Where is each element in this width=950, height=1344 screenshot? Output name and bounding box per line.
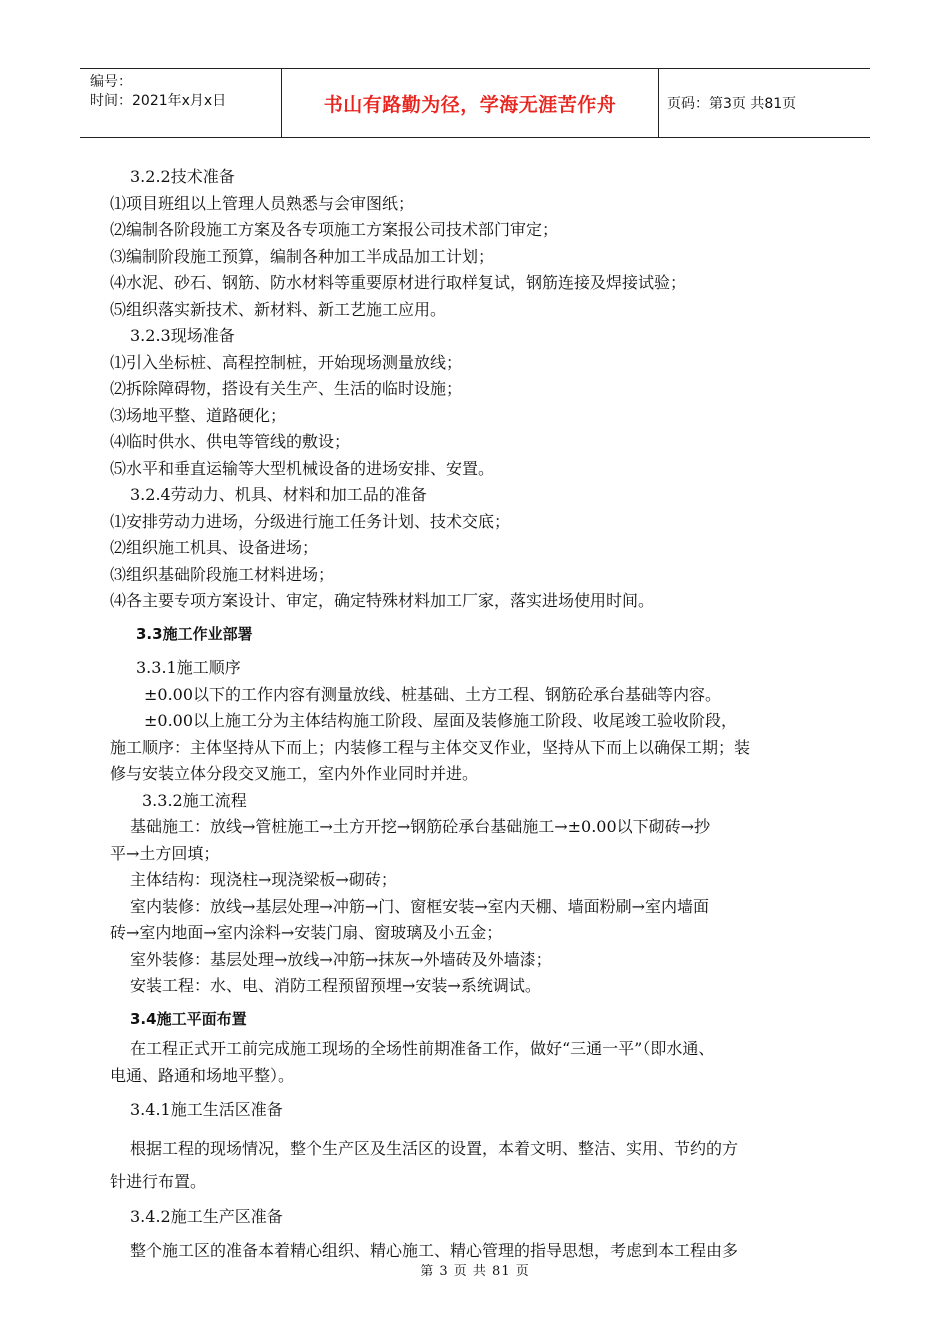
section-heading: 3.3.2施工流程: [142, 790, 247, 810]
page-header: [80, 68, 870, 138]
header-info-cell: [80, 69, 282, 137]
section-heading: 3.2.3现场准备: [130, 326, 235, 345]
list-item: ⑷各主要专项方案设计、审定，确定特殊材料加工厂家，落实进场使用时间。: [110, 591, 655, 610]
list-item: ⑴项目班组以上管理人员熟悉与会审图纸；: [110, 193, 415, 213]
flow-line: 基础施工：放线→管桩施工→土方开挖→钢筋砼承台基础施工→±0.00以下砌砖→抄: [130, 817, 711, 836]
header-motto: 书山有路勤为径，学海无涯苦作舟: [282, 69, 659, 137]
list-item: ⑷临时供水、供电等管线的敷设；: [110, 432, 351, 451]
list-item: ⑴引入坐标桩、高程控制桩，开始现场测量放线；: [110, 352, 463, 372]
document-body: [110, 164, 862, 1265]
paragraph-line: 根据工程的现场情况，整个生产区及生活区的设置，本着文明、整洁、实用、节约的方: [130, 1138, 739, 1158]
paragraph-line: 在工程正式开工前完成施工现场的全场性前期准备工作，做好“三通一平”（即水通、: [130, 1039, 715, 1058]
paragraph-line: 修与安装立体分段交叉施工，室内外作业同时并进。: [110, 764, 479, 783]
list-item: ⑷水泥、砂石、钢筋、防水材料等重要原材进行取样复试，钢筋连接及焊接试验；: [110, 273, 687, 292]
flow-line: 平→土方回填；: [110, 843, 220, 863]
document-date-label: 时间：2021年x月x日: [90, 93, 227, 109]
paragraph-line: 针进行布置。: [110, 1171, 207, 1191]
list-item: ⑸水平和垂直运输等大型机械设备的进场安排、安置。: [110, 458, 495, 478]
flow-line: 安装工程：水、电、消防工程预留预埋→安装→系统调试。: [130, 976, 541, 995]
list-item: ⑴安排劳动力进场，分级进行施工任务计划、技术交底；: [110, 511, 511, 531]
header-page-number: 页码：第3页 共81页: [667, 96, 797, 112]
section-heading: 3.4.2施工生产区准备: [130, 1206, 283, 1226]
paragraph-line: ±0.00以下的工作内容有测量放线、桩基础、土方工程、钢筋砼承台基础等内容。: [144, 684, 722, 704]
flow-line: 室内装修：放线→基层处理→冲筋→门、窗框安装→室内天棚、墙面粉刷→室内墙面: [130, 896, 710, 916]
paragraph-line: ±0.00以上施工分为主体结构施工阶段、屋面及装修施工阶段、收尾竣工验收阶段，: [144, 711, 738, 730]
list-item: ⑶组织基础阶段施工材料进场；: [110, 564, 335, 584]
list-item: ⑵组织施工机具、设备进场；: [110, 538, 319, 557]
section-heading: 3.3.1施工顺序: [136, 658, 241, 677]
list-item: ⑵编制各阶段施工方案及各专项施工方案报公司技术部门审定；: [110, 220, 559, 239]
section-heading: 3.2.2技术准备: [130, 167, 235, 186]
section-heading: 3.4.1施工生活区准备: [130, 1100, 283, 1119]
document-number-label: 编号：: [90, 74, 132, 90]
section-heading: 3.2.4劳动力、机具、材料和加工品的准备: [130, 485, 427, 504]
flow-line: 主体结构：现浇柱→现浇梁板→砌砖；: [130, 870, 397, 889]
page-footer: 第 3 页 共 81 页: [420, 1264, 530, 1279]
paragraph-line: 施工顺序：主体坚持从下而上；内装修工程与主体交叉作业，坚持从下而上以确保工期；装: [110, 737, 751, 757]
paragraph-line: 整个施工区的准备本着精心组织、精心施工、精心管理的指导思想，考虑到本工程由多: [130, 1241, 739, 1260]
section-title: 3.3施工作业部署: [136, 624, 253, 643]
list-item: ⑵拆除障碍物，搭设有关生产、生活的临时设施；: [110, 379, 463, 398]
list-item: ⑶编制阶段施工预算，编制各种加工半成品加工计划；: [110, 246, 495, 266]
flow-line: 室外装修：基层处理→放线→冲筋→抹灰→外墙砖及外墙漆；: [130, 949, 552, 969]
section-title: 3.4施工平面布置: [130, 1009, 247, 1028]
list-item: ⑶场地平整、道路硬化；: [110, 405, 287, 425]
list-item: ⑸组织落实新技术、新材料、新工艺施工应用。: [110, 299, 447, 319]
paragraph-line: 电通、路通和场地平整）。: [110, 1065, 295, 1085]
flow-line: 砖→室内地面→室内涂料→安装门扇、窗玻璃及小五金；: [110, 923, 503, 942]
